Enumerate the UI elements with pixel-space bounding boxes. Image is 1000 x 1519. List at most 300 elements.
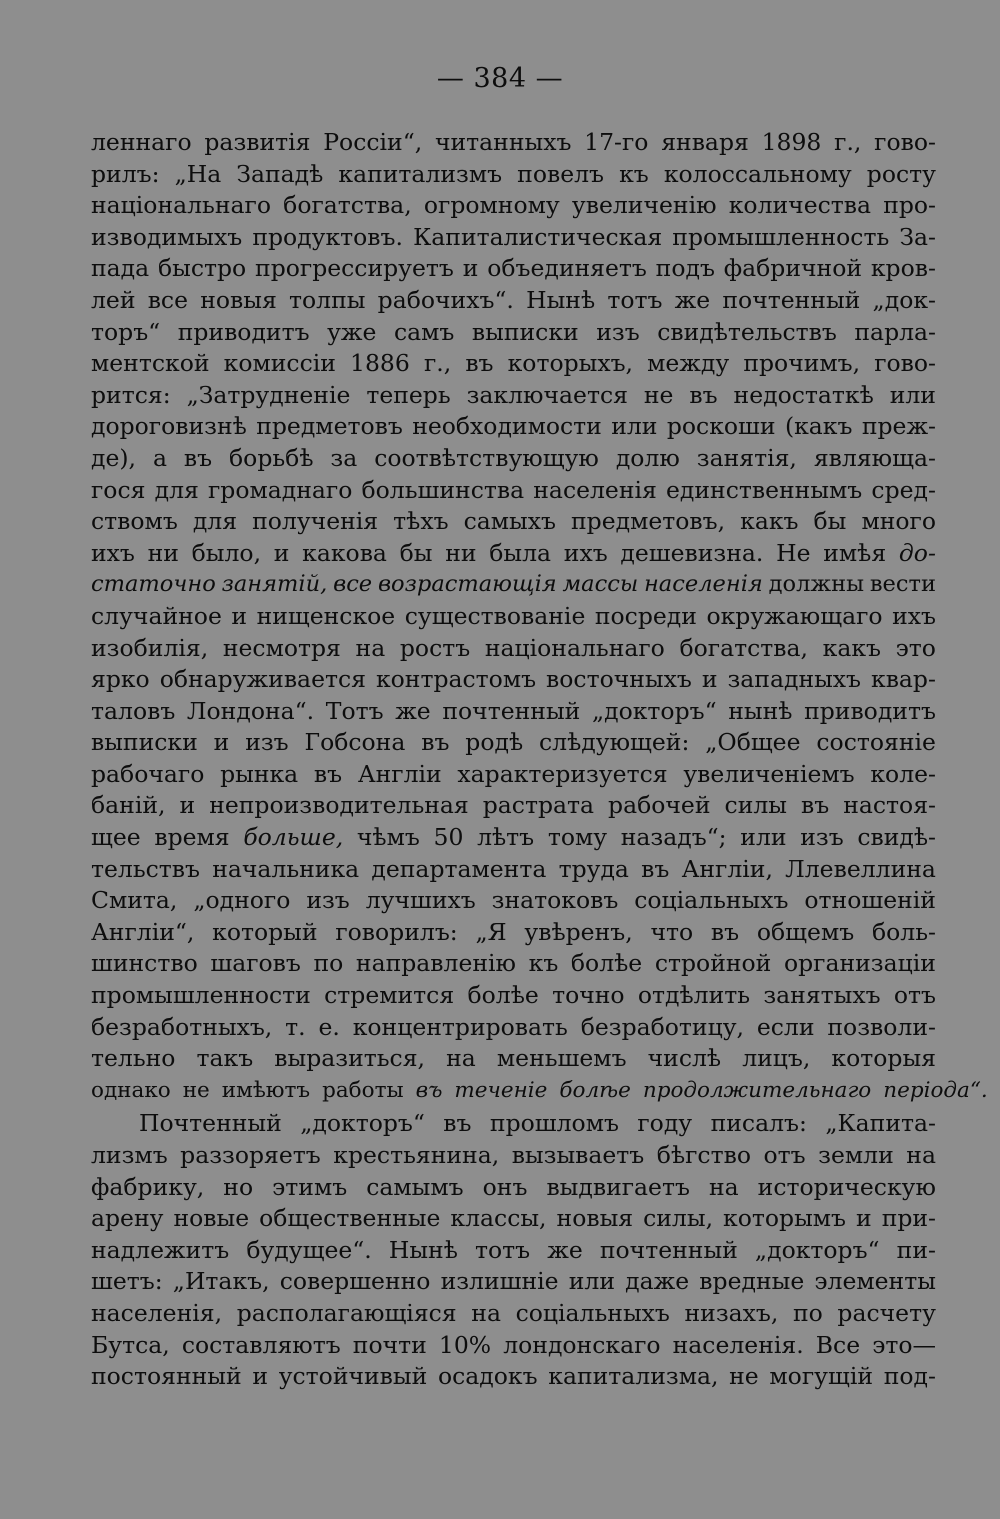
word: больше, — [243, 823, 344, 852]
word: квар- — [871, 665, 936, 694]
word: излишніе — [440, 1267, 559, 1296]
text-line — [91, 790, 936, 822]
word: новые — [173, 1204, 250, 1233]
word: совершенно — [279, 1267, 431, 1296]
word: почтенный — [599, 1235, 738, 1264]
word: почтенный — [722, 285, 861, 314]
text-line — [91, 1235, 936, 1267]
word: Гобсона — [304, 728, 406, 757]
word: тѣхъ — [393, 507, 449, 536]
word: историческую — [757, 1172, 936, 1201]
word: сред- — [871, 475, 936, 504]
word: тотъ — [475, 1235, 531, 1264]
word: которыхъ, — [507, 349, 634, 378]
word: и — [462, 254, 479, 283]
word: шетъ: — [91, 1267, 163, 1296]
word: Бутса, — [91, 1330, 170, 1359]
word: соотвѣтствующую — [374, 443, 599, 472]
word: стремится — [324, 981, 455, 1010]
word: лѣтъ — [477, 823, 535, 852]
text-line — [91, 348, 936, 380]
word: заключается — [466, 380, 628, 409]
word: какъ — [740, 507, 799, 536]
word: фабричной — [723, 254, 863, 283]
word: департамента — [371, 854, 547, 883]
word: Западѣ — [236, 159, 324, 188]
word: почтенный — [442, 696, 581, 725]
word: случайное — [91, 601, 222, 630]
word: (какъ — [784, 412, 853, 441]
word: къ — [528, 949, 559, 978]
word: фабрику, — [91, 1172, 205, 1201]
word: роскоши — [666, 412, 776, 441]
word: болѣе — [467, 981, 539, 1010]
word: которымъ — [723, 1204, 847, 1233]
word: объединяетъ — [487, 254, 647, 283]
word: рабочихъ“. — [377, 285, 514, 314]
word: концентрировать — [352, 1012, 568, 1041]
word: ни — [147, 538, 179, 567]
word: на — [355, 633, 386, 662]
word: начальника — [212, 854, 360, 883]
word: на — [708, 1172, 739, 1201]
word: въ — [415, 1077, 443, 1103]
word: леннаго — [91, 128, 192, 156]
word: какова — [302, 538, 387, 567]
word: ихъ — [563, 538, 608, 567]
word: 50 — [433, 823, 464, 852]
word: „Общее — [705, 728, 801, 757]
word: развитія — [204, 128, 311, 156]
word: населенія — [643, 571, 763, 598]
word: знатоковъ — [491, 886, 619, 915]
text-line — [91, 317, 936, 349]
text-line — [91, 1266, 936, 1298]
word: продолжительнаго — [642, 1077, 872, 1103]
word: новыя — [556, 1204, 634, 1233]
word: не — [182, 1077, 210, 1103]
word: назадъ“; — [620, 823, 727, 852]
word: пада — [91, 254, 150, 283]
word: 10% — [438, 1330, 492, 1359]
word: было, — [191, 538, 262, 567]
word: бы — [813, 507, 847, 536]
word: постоянный — [91, 1362, 242, 1391]
word: Россіи“, — [323, 128, 423, 156]
word: въ — [710, 917, 740, 946]
word: лицъ, — [742, 1044, 811, 1073]
word: арену — [91, 1204, 164, 1233]
word: въ — [641, 854, 670, 883]
word: увеличенію — [571, 191, 717, 220]
word: являюща- — [813, 443, 936, 472]
word: изъ — [596, 317, 640, 346]
word: выписки — [91, 728, 198, 757]
word: если — [756, 1012, 815, 1041]
text-line — [91, 475, 936, 507]
word: е. — [318, 1012, 340, 1041]
word: коле- — [870, 759, 936, 788]
word: „одного — [193, 886, 291, 915]
word: имѣютъ — [221, 1077, 311, 1103]
word: въ — [183, 443, 213, 472]
word: который — [212, 917, 318, 946]
word: не — [729, 1362, 759, 1391]
word: должны — [768, 571, 865, 598]
word: таловъ — [91, 696, 176, 725]
word: шаговъ — [210, 949, 301, 978]
word: населенія — [533, 475, 657, 504]
word: непроизводительная — [209, 791, 469, 820]
word: тотъ — [607, 285, 663, 314]
word: пи- — [896, 1235, 936, 1264]
word: обнаруживается — [159, 665, 366, 694]
word: Все — [815, 1330, 861, 1359]
word: крестьянина, — [333, 1141, 500, 1169]
word: „Я — [475, 917, 507, 946]
word: баній, — [91, 791, 166, 820]
word: тельствъ — [91, 854, 200, 883]
word: могущій — [769, 1362, 873, 1391]
word: позволи- — [827, 1012, 936, 1041]
word: что — [650, 917, 694, 946]
word: направленію — [355, 949, 517, 978]
word: соціальныхъ — [634, 886, 789, 915]
word: восточныхъ — [546, 665, 692, 694]
word: отношеній — [804, 886, 936, 915]
word: ни — [445, 538, 477, 567]
word: За- — [899, 222, 936, 251]
word: самыхъ — [463, 507, 556, 536]
word: чѣмъ — [356, 823, 420, 852]
word: въ — [689, 380, 718, 409]
word: же — [395, 696, 431, 725]
word: нынѣ — [728, 696, 793, 725]
word: Нынѣ — [526, 285, 596, 314]
text-line — [91, 1361, 936, 1393]
word: г., — [423, 349, 452, 378]
word: промышленности — [91, 981, 311, 1010]
word: раззоряетъ — [180, 1141, 321, 1169]
text-line — [91, 759, 936, 791]
word: тельно — [91, 1044, 176, 1073]
word: возрастающія — [377, 571, 557, 598]
word: и — [252, 1362, 268, 1391]
word: отдѣлить — [637, 981, 751, 1010]
word: долю — [615, 443, 680, 472]
word: меньшемъ — [496, 1044, 627, 1073]
word: по — [313, 949, 344, 978]
word: составляютъ — [181, 1330, 341, 1359]
word: которыя — [831, 1044, 936, 1073]
word: даже — [625, 1267, 690, 1296]
word: посреди — [594, 601, 697, 630]
text-line — [91, 1330, 936, 1362]
word: самъ — [393, 317, 455, 346]
word: въ — [801, 791, 830, 820]
word: болѣе — [559, 1077, 631, 1103]
word: числѣ — [647, 1044, 722, 1073]
text-line — [91, 917, 936, 949]
text-line — [91, 380, 936, 412]
word: растрата — [482, 791, 595, 820]
text-line — [91, 980, 936, 1012]
word: и — [179, 791, 196, 820]
word: большинства — [361, 475, 525, 504]
word: и — [856, 1204, 872, 1233]
word: въ — [465, 349, 494, 378]
word: окружающаго — [706, 601, 883, 630]
word: безработицу, — [580, 1012, 744, 1041]
word: какъ — [822, 633, 881, 662]
text-line — [91, 1043, 936, 1075]
word: предметовъ, — [571, 507, 726, 536]
text-line — [91, 1172, 936, 1204]
word: точно — [552, 981, 625, 1010]
text-line — [91, 1203, 936, 1235]
word: „Капита- — [825, 1109, 936, 1138]
word: располагающіяся — [236, 1298, 457, 1327]
word: „докторъ“ — [754, 1235, 880, 1264]
word: расчету — [837, 1298, 936, 1327]
word: населенія. — [672, 1330, 804, 1359]
word: выписки — [471, 317, 579, 346]
word: промышленность — [672, 222, 890, 251]
word: 1898 — [761, 128, 822, 156]
word: надлежитъ — [91, 1235, 230, 1264]
word: статочно — [91, 571, 216, 598]
word: капитализма, — [548, 1362, 719, 1391]
word: для — [154, 475, 199, 504]
text-line — [91, 1140, 936, 1172]
word: вызываетъ — [511, 1141, 645, 1169]
word: это— — [872, 1330, 936, 1359]
word: Англіи — [357, 759, 442, 788]
text-line — [91, 222, 936, 254]
word: недостаткѣ — [733, 380, 874, 409]
word: гово- — [874, 349, 936, 378]
word: населенія, — [91, 1298, 223, 1327]
word: читанныхъ — [434, 128, 572, 156]
word: же — [674, 285, 711, 314]
word: лей — [91, 285, 136, 314]
word: не — [643, 380, 674, 409]
text-line — [91, 506, 936, 538]
word: дороговизнѣ — [91, 412, 247, 441]
word: въ — [443, 1109, 472, 1138]
word: состояніе — [816, 728, 936, 757]
word: ихъ — [91, 538, 135, 567]
word: имѣя — [823, 538, 887, 567]
text-line — [91, 1298, 936, 1330]
word: капитализмъ — [338, 159, 503, 188]
word: ствомъ — [91, 507, 178, 536]
word: единственнымъ — [666, 475, 863, 504]
word: все — [333, 571, 373, 598]
word: къ — [619, 159, 649, 188]
word: или — [568, 1267, 615, 1296]
word: устойчивый — [278, 1362, 428, 1391]
word: была — [489, 538, 552, 567]
word: изъ — [800, 823, 844, 852]
word: все — [147, 285, 189, 314]
word: богатства, — [283, 191, 412, 220]
text-line — [91, 948, 936, 980]
text-line — [91, 1012, 936, 1044]
word: низахъ, — [684, 1298, 779, 1327]
text-line — [91, 664, 936, 696]
word: вести — [869, 571, 936, 598]
word: росту — [866, 159, 936, 188]
word: классы, — [450, 1204, 547, 1233]
word: комиссіи — [223, 349, 336, 378]
word: богатства, — [679, 633, 808, 662]
word: Англіи“, — [91, 917, 195, 946]
word: Англіи, — [681, 854, 773, 883]
word: „На — [174, 159, 222, 188]
word: будущее“. — [246, 1235, 372, 1264]
word: изводимыхъ — [91, 222, 243, 251]
word: 1886 — [350, 349, 410, 378]
word: гося — [91, 475, 146, 504]
word: общемъ — [756, 917, 855, 946]
word: рабочей — [608, 791, 711, 820]
word: теперь — [366, 380, 451, 409]
word: „док- — [872, 285, 936, 314]
word: рабочаго — [91, 759, 205, 788]
word: изобилія, — [91, 633, 209, 662]
word: „докторъ“ — [300, 1109, 425, 1138]
text-line — [91, 727, 936, 759]
word: отъ — [763, 1141, 806, 1169]
text-line — [91, 285, 936, 317]
word: за — [330, 443, 358, 472]
word: громаднаго — [207, 475, 353, 504]
word: количества — [728, 191, 872, 220]
word: про- — [883, 191, 936, 220]
word: Капиталистическая — [413, 222, 663, 251]
word: изъ — [306, 886, 350, 915]
word: или — [889, 380, 936, 409]
word: колоссальному — [663, 159, 852, 188]
word: болѣе — [570, 949, 643, 978]
word: или — [611, 412, 658, 441]
word: щее — [91, 823, 141, 852]
word: подъ — [655, 254, 715, 283]
word: много — [861, 507, 936, 536]
word: г., — [834, 128, 862, 156]
word: свидѣтельствъ — [657, 317, 837, 346]
word: преж- — [861, 412, 936, 441]
text-line — [91, 633, 936, 665]
word: под- — [883, 1362, 936, 1391]
word: приводитъ — [804, 696, 936, 725]
word: по — [792, 1298, 823, 1327]
word: выразиться, — [274, 1044, 426, 1073]
word: занятія, — [696, 443, 797, 472]
word: рынка — [220, 759, 299, 788]
word: почти — [352, 1330, 427, 1359]
word: соціальныхъ — [515, 1298, 670, 1327]
word: быстро — [157, 254, 247, 283]
word: это — [895, 633, 936, 662]
word: стройной — [654, 949, 772, 978]
word: „докторъ“ — [591, 696, 717, 725]
word: этимъ — [272, 1172, 348, 1201]
word: тому — [547, 823, 608, 852]
word: января — [661, 128, 749, 156]
word: предметовъ — [256, 412, 403, 441]
word: ментской — [91, 349, 210, 378]
word: лучшихъ — [365, 886, 476, 915]
word: массы — [562, 571, 639, 598]
word: и — [231, 601, 248, 630]
word: бѣгство — [656, 1141, 751, 1169]
body-text — [91, 127, 988, 1393]
text-line — [91, 127, 936, 159]
word: дешевизна. — [620, 538, 764, 567]
word: Смита, — [91, 886, 178, 915]
word: періода“. — [883, 1077, 988, 1103]
word: торъ“ — [91, 317, 161, 346]
word: повелъ — [517, 159, 605, 188]
word: ихъ — [892, 601, 936, 630]
word: контрастомъ — [375, 665, 537, 694]
word: силы, — [643, 1204, 714, 1233]
word: рилъ: — [91, 159, 160, 188]
word: характеризуется — [457, 759, 668, 788]
text-line — [91, 1075, 988, 1107]
word: занятыхъ — [763, 981, 881, 1010]
word: несмотря — [222, 633, 341, 662]
text-line — [91, 569, 936, 601]
text-line — [91, 696, 936, 728]
word: свидѣ- — [857, 823, 936, 852]
word: на — [471, 1298, 501, 1327]
word: говорилъ: — [335, 917, 458, 946]
word: осадокъ — [437, 1362, 538, 1391]
word: Ллевеллина — [785, 854, 936, 883]
word: Почтенный — [139, 1109, 282, 1138]
page-number: — 384 — — [436, 63, 564, 94]
word: лизмъ — [91, 1141, 168, 1169]
word: существованіе — [404, 601, 586, 630]
word: 17-го — [584, 128, 649, 156]
word: изъ — [245, 728, 289, 757]
text-line — [91, 159, 936, 191]
word: труда — [558, 854, 629, 883]
word: выдвигаетъ — [546, 1172, 690, 1201]
word: приводитъ — [177, 317, 310, 346]
word: но — [223, 1172, 254, 1201]
word: огромному — [423, 191, 560, 220]
word: время — [154, 823, 230, 852]
word: увѣренъ, — [524, 917, 633, 946]
word: на — [906, 1141, 936, 1169]
word: элементы — [814, 1267, 936, 1296]
text-line — [91, 190, 936, 222]
word: полученія — [252, 507, 379, 536]
text-line — [91, 854, 936, 886]
word: Не — [776, 538, 811, 567]
word: въ — [421, 728, 450, 757]
word: занятій, — [221, 571, 328, 598]
word: лондонскаго — [503, 1330, 661, 1359]
word: Лондона“. — [186, 696, 315, 725]
word: парла- — [854, 317, 936, 346]
word: настоя- — [843, 791, 936, 820]
word: продуктовъ. — [252, 222, 403, 251]
